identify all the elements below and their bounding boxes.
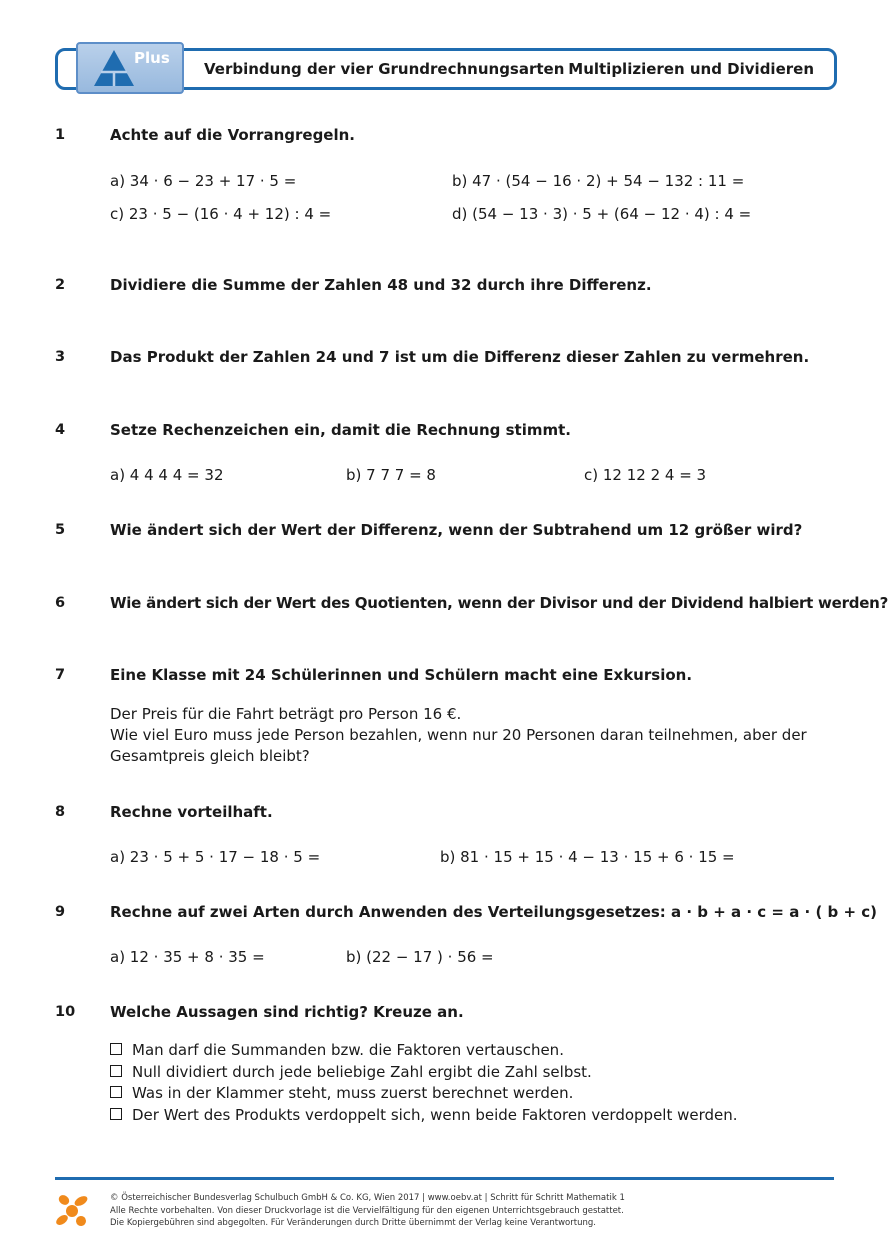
checkbox-item[interactable] xyxy=(110,1083,738,1105)
task-number: 6 xyxy=(55,595,66,611)
task-question: Rechne vorteilhaft. xyxy=(110,803,273,821)
task-question: Achte auf die Vorrangregeln. xyxy=(110,126,355,144)
task-question: Das Produkt der Zahlen 24 und 7 ist um die Differenz dieser Zahlen zu vermehren. xyxy=(110,348,810,366)
task-item: a) 4 4 4 4 = 32 xyxy=(110,466,224,484)
checkbox-item[interactable] xyxy=(110,1105,738,1127)
task-number: 5 xyxy=(55,522,66,538)
task-question: Setze Rechenzeichen ein, damit die Rechnung stimmt. xyxy=(110,421,571,439)
plus-logo xyxy=(76,42,184,94)
publisher-logo-icon xyxy=(54,1192,90,1232)
task-item: a) 34 · 6 − 23 + 17 · 5 = xyxy=(110,172,297,190)
task-number: 2 xyxy=(55,277,66,293)
plus-badge: Plus xyxy=(134,49,170,67)
task-item: a) 12 · 35 + 8 · 35 = xyxy=(110,948,265,966)
text-line: Wie viel Euro muss jede Person bezahlen, wenn nur 20 Personen daran teilnehmen, aber der xyxy=(110,726,807,744)
task-item: c) 23 · 5 − (16 · 4 + 12) : 4 = xyxy=(110,205,332,223)
footer-line: Alle Rechte vorbehalten. Von dieser Druckvorlage ist die Vervielfältigung für den eigenen Unterrichtsgebrauch gestattet. xyxy=(110,1205,624,1216)
task-number: 1 xyxy=(55,127,66,143)
footer-copyright xyxy=(110,1192,625,1230)
worksheet-topic: Multiplizieren und Dividieren xyxy=(568,60,814,78)
task-question: Dividiere die Summe der Zahlen 48 und 32 durch ihre Differenz. xyxy=(110,276,652,294)
task-question: Rechne auf zwei Arten durch Anwenden des Verteilungsgesetzes: a · b + a · c = a · ( b + c) xyxy=(110,903,878,921)
text-line: Gesamtpreis gleich bleibt? xyxy=(110,747,310,765)
task-number: 8 xyxy=(55,804,66,820)
checkbox-list xyxy=(110,1040,738,1126)
task-item: b) 81 · 15 + 15 · 4 − 13 · 15 + 6 · 15 = xyxy=(440,848,735,866)
task-item: d) (54 − 13 · 3) · 5 + (64 − 12 · 4) : 4 = xyxy=(452,205,752,223)
checkbox[interactable] xyxy=(110,1065,122,1077)
task-question: Welche Aussagen sind richtig? Kreuze an. xyxy=(110,1003,464,1021)
footer-line: Die Kopiergebühren sind abgegolten. Für Veränderungen durch Dritte übernimmt der Verlag keine Verantwortung. xyxy=(110,1218,596,1228)
worksheet-title: Verbindung der vier Grundrechnungsarten xyxy=(204,60,565,78)
task-item: b) 47 · (54 − 16 · 2) + 54 − 132 : 11 = xyxy=(452,172,745,190)
checkbox[interactable] xyxy=(110,1086,122,1098)
task-number: 3 xyxy=(55,349,66,365)
task-number: 10 xyxy=(55,1004,76,1020)
footer-line: © Österreichischer Bundesverlag Schulbuch GmbH & Co. KG, Wien 2017 | www.oebv.at | Schritt für Schritt Mathematik 1 xyxy=(110,1193,625,1203)
task-item: c) 12 12 2 4 = 3 xyxy=(584,466,707,484)
task-item: a) 23 · 5 + 5 · 17 − 18 · 5 = xyxy=(110,848,321,866)
checkbox[interactable] xyxy=(110,1043,122,1055)
task-question: Wie ändert sich der Wert der Differenz, wenn der Subtrahend um 12 größer wird? xyxy=(110,521,803,539)
checkbox-item[interactable] xyxy=(110,1040,738,1062)
task-text xyxy=(110,704,807,767)
checkbox-item[interactable] xyxy=(110,1062,738,1084)
checkbox-label: Null dividiert durch jede beliebige Zahl ergibt die Zahl selbst. xyxy=(132,1062,592,1081)
task-question: Wie ändert sich der Wert des Quotienten, wenn der Divisor und der Dividend halbiert werden? xyxy=(110,594,889,612)
checkbox-label: Der Wert des Produkts verdoppelt sich, wenn beide Faktoren verdoppelt werden. xyxy=(132,1105,738,1124)
checkbox[interactable] xyxy=(110,1108,122,1120)
checkbox-label: Was in der Klammer steht, muss zuerst berechnet werden. xyxy=(132,1084,574,1102)
footer-divider xyxy=(55,1177,834,1180)
task-number: 9 xyxy=(55,904,66,920)
task-item: b) 7 7 7 = 8 xyxy=(346,466,436,484)
task-number: 4 xyxy=(55,422,66,438)
task-question: Eine Klasse mit 24 Schülerinnen und Schülern macht eine Exkursion. xyxy=(110,666,693,684)
task-number: 7 xyxy=(55,667,66,683)
checkbox-label: Man darf die Summanden bzw. die Faktoren vertauschen. xyxy=(132,1041,564,1059)
task-item: b) (22 − 17 ) · 56 = xyxy=(346,948,494,966)
text-line: Der Preis für die Fahrt beträgt pro Person 16 €. xyxy=(110,705,462,723)
triangle-icon xyxy=(92,48,136,88)
